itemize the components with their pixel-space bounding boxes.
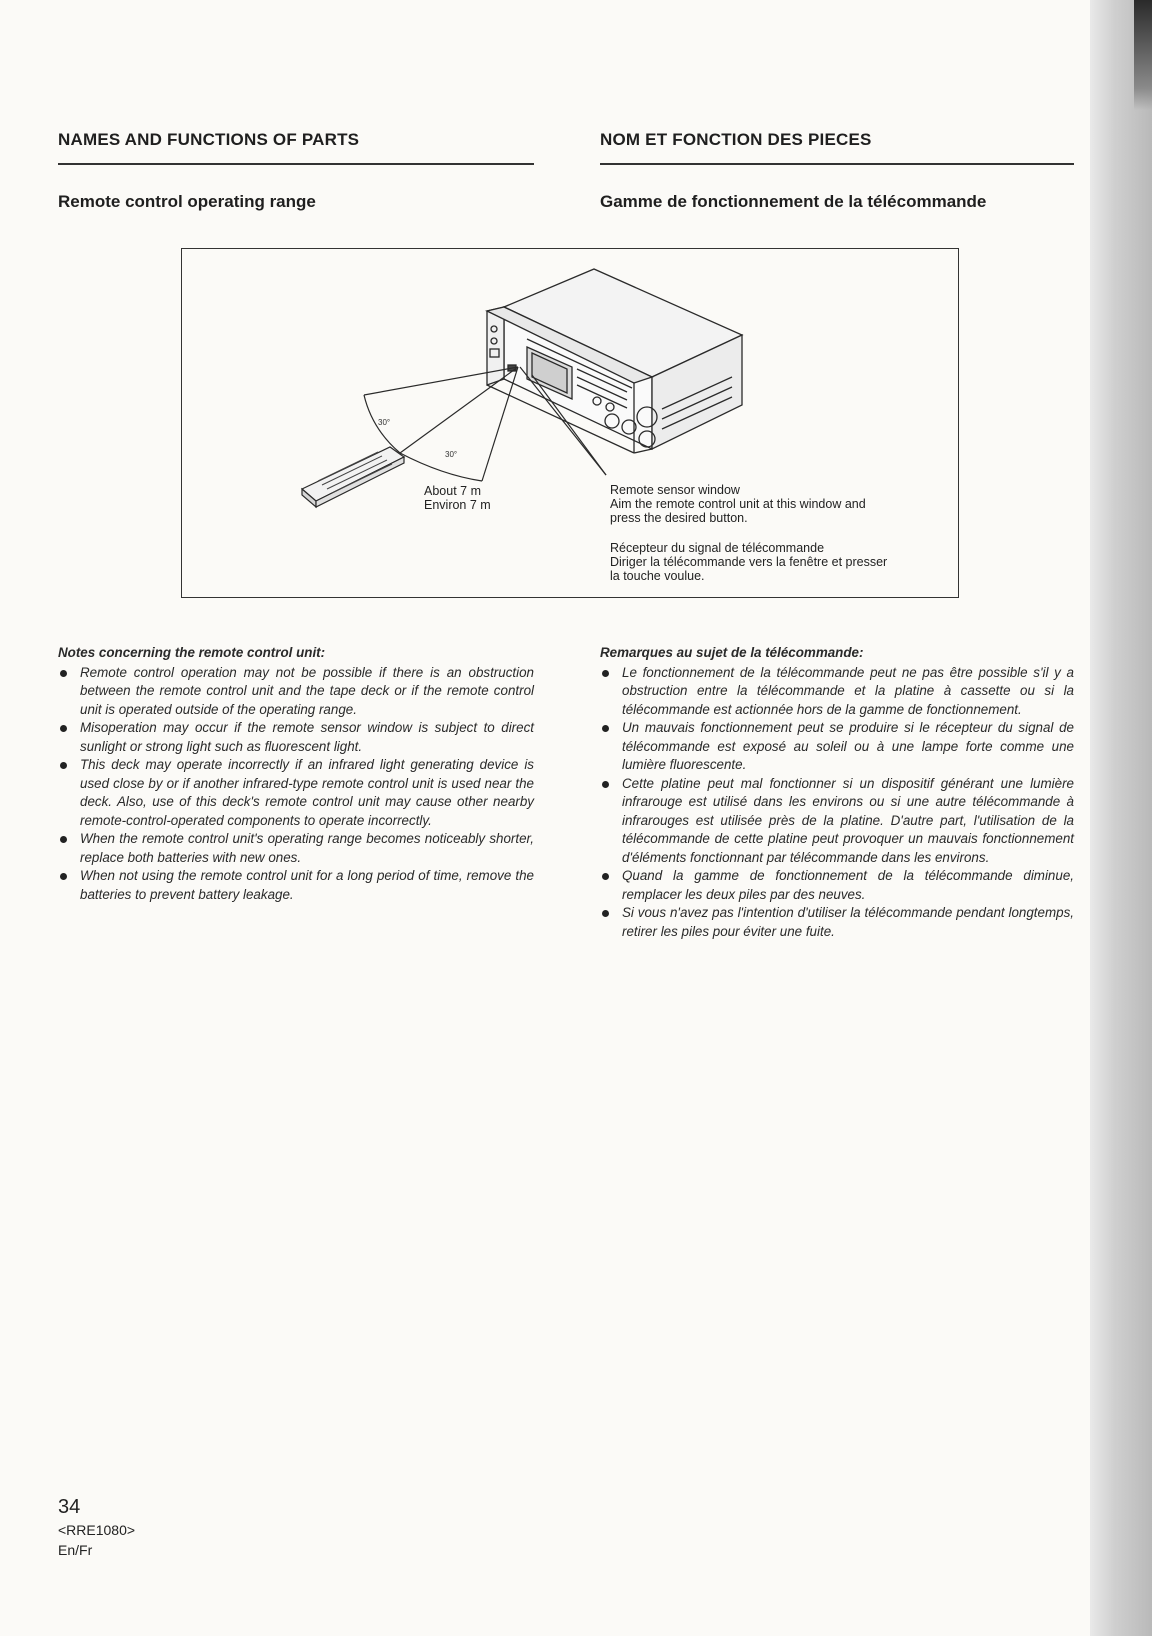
distance-label-fr: Environ 7 m — [424, 498, 491, 512]
notes-en — [58, 644, 534, 904]
language-codes: En/Fr — [58, 1542, 93, 1558]
note-item: Cette platine peut mal fonctionner si un dispositif générant une lumière infrarouge est utilisé dans les environs ou si une autre télécommande à infrarouges est utilisée près de la platine. D'autre part, l'utilisation de la télécommande de cette platine peut provoquer un mauvais fonctionnement d'éléments fonctionnant par télécommande dans les environs. — [600, 775, 1074, 868]
notes-fr — [600, 644, 1074, 941]
notes-list-fr — [600, 664, 1074, 942]
sensor-desc-en-2: press the desired button. — [610, 511, 748, 525]
notes-title-fr: Remarques au sujet de la télécommande: — [600, 645, 864, 660]
note-item: Misoperation may occur if the remote sensor window is subject to direct sunlight or strong light such as fluorescent light. — [58, 719, 534, 756]
document-code: <RRE1080> — [58, 1522, 136, 1538]
angle-label-lower: 30° — [445, 450, 458, 459]
sensor-desc-en-1: Aim the remote control unit at this window and — [610, 497, 866, 511]
operating-range-figure — [181, 248, 959, 598]
note-item: Remote control operation may not be possible if there is an obstruction between the remote control unit and the tape deck or if the remote control unit is operated outside of the operating range. — [58, 664, 534, 720]
angle-label-upper: 30° — [378, 418, 391, 427]
sensor-desc-fr-1: Diriger la télécommande vers la fenêtre et presser — [610, 555, 888, 569]
sensor-desc-fr-2: la touche voulue. — [610, 569, 705, 583]
figure-illustration — [182, 249, 960, 599]
page-number: 34 — [58, 1496, 81, 1518]
tape-deck-illustration — [487, 269, 742, 453]
note-item: Un mauvais fonctionnement peut se produire si le récepteur du signal de télécommande est exposé au soleil ou à une lampe forte comme une lumière fluorescente. — [600, 719, 1074, 775]
notes-title-en: Notes concerning the remote control unit: — [58, 645, 326, 660]
page-scan-edge — [1090, 0, 1152, 1636]
heading-rule-fr — [600, 163, 1074, 165]
sensor-title-en: Remote sensor window — [610, 483, 740, 497]
heading-rule-en — [58, 163, 534, 165]
section-heading-en: NAMES AND FUNCTIONS OF PARTS — [58, 130, 360, 149]
note-item: Le fonctionnement de la télécommande peut ne pas être possible s'il y a obstruction entre la télécommande et la platine à cassette ou si la télécommande est actionnée hors de la gamme de fonctionnement. — [600, 664, 1074, 720]
note-item: When the remote control unit's operating range becomes noticeably shorter, replace both batteries with new ones. — [58, 830, 534, 867]
subheading-fr: Gamme de fonctionnement de la télécommande — [600, 192, 987, 211]
note-item: This deck may operate incorrectly if an infrared light generating device is used close by or if another infrared-type remote control unit is used near the deck. Also, use of this deck's remote control unit may cause other nearby remote-control-operated components to operate incorrectly. — [58, 756, 534, 830]
note-item: Quand la gamme de fonctionnement de la télécommande diminue, remplacer les deux piles par des neuves. — [600, 867, 1074, 904]
notes-list-en — [58, 664, 534, 905]
sensor-title-fr: Récepteur du signal de télécommande — [610, 541, 825, 555]
section-heading-fr: NOM ET FONCTION DES PIECES — [600, 130, 872, 149]
remote-control-illustration — [302, 447, 404, 507]
subheading-en: Remote control operating range — [58, 192, 316, 211]
distance-label-en: About 7 m — [424, 484, 481, 498]
note-item: When not using the remote control unit for a long period of time, remove the batteries to prevent battery leakage. — [58, 867, 534, 904]
page-scan-shadow — [1134, 0, 1152, 110]
note-item: Si vous n'avez pas l'intention d'utiliser la télécommande pendant longtemps, retirer les piles pour éviter une fuite. — [600, 904, 1074, 941]
